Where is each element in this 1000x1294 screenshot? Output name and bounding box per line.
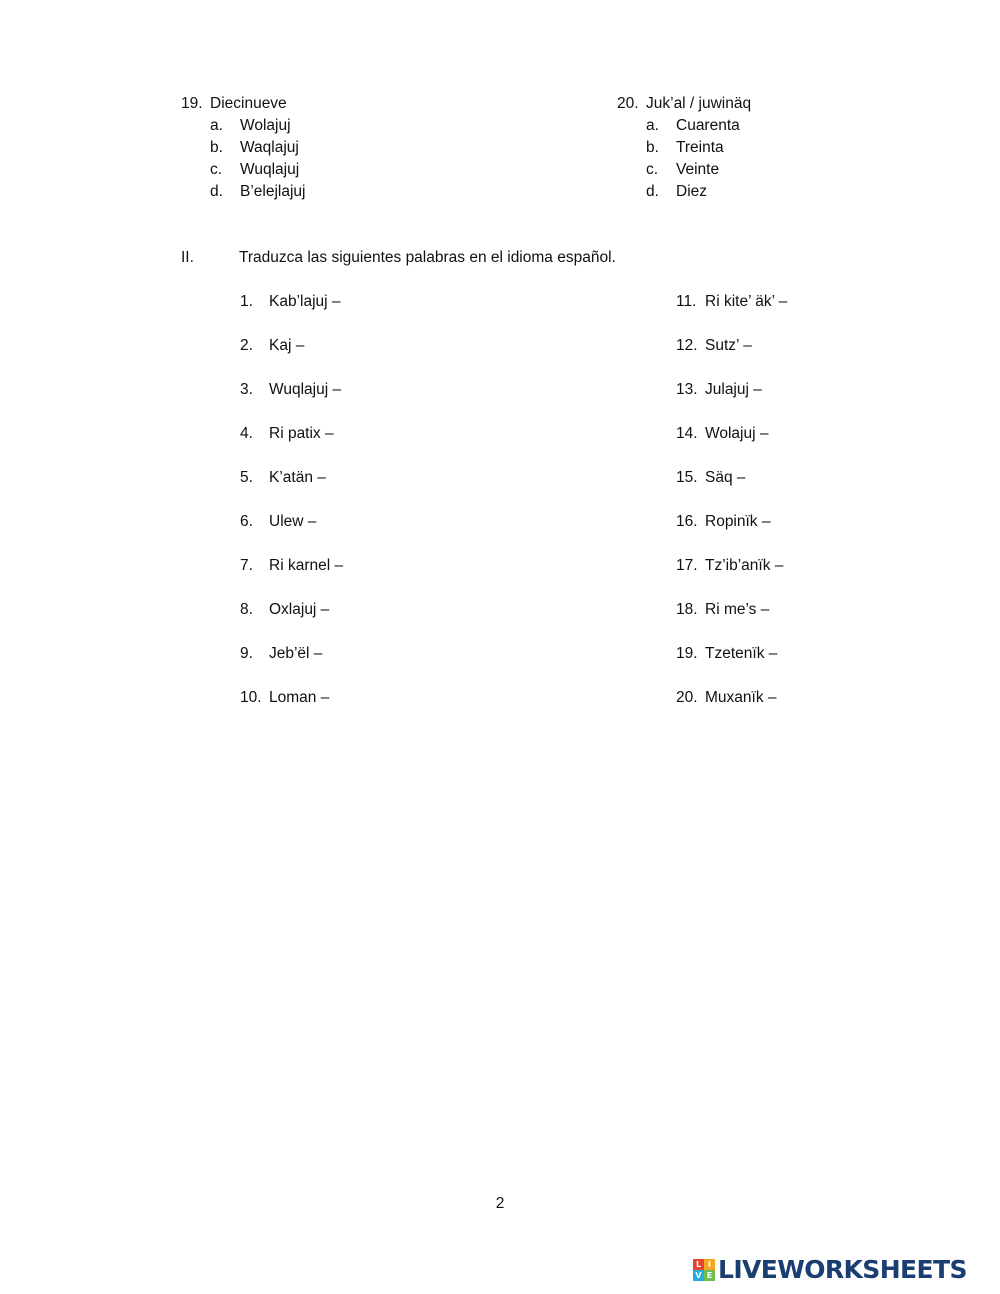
option-letter: c. — [210, 161, 223, 178]
item-word: Ri me’s – — [705, 601, 770, 618]
item-word: Kaj – — [269, 337, 305, 354]
item-number: 19. — [676, 645, 698, 662]
item-word: Ulew – — [269, 513, 317, 530]
option-letter: d. — [210, 183, 223, 200]
live-blocks-icon — [693, 1259, 715, 1281]
item-word: Julajuj – — [705, 381, 762, 398]
item-word: Loman – — [269, 689, 330, 706]
item-word: Säq – — [705, 469, 746, 486]
item-word: Jeb’ël – — [269, 645, 323, 662]
item-word: Ri patix – — [269, 425, 334, 442]
item-number: 7. — [240, 557, 253, 574]
item-word: Tz’ib’anïk – — [705, 557, 784, 574]
option-letter: c. — [646, 161, 659, 178]
option-letter: a. — [210, 117, 223, 134]
option-text: Cuarenta — [676, 117, 740, 134]
option-letter: a. — [646, 117, 659, 134]
item-word: Wuqlajuj – — [269, 381, 342, 398]
option-letter: b. — [210, 139, 223, 156]
question-number: 20. — [617, 95, 639, 112]
option-text: Diez — [676, 183, 708, 200]
option-text: Veinte — [676, 161, 720, 178]
logo-text: LIVEWORKSHEETS — [718, 1255, 967, 1284]
logo-block-i: I — [704, 1259, 715, 1270]
item-word: K’atän – — [269, 469, 326, 486]
item-word: Muxanïk – — [705, 689, 777, 706]
logo-block-l: L — [693, 1259, 704, 1270]
logo-block-v: V — [693, 1270, 704, 1281]
question-text: Diecinueve — [210, 95, 287, 112]
item-number: 6. — [240, 513, 253, 530]
item-number: 13. — [676, 381, 698, 398]
item-number: 12. — [676, 337, 698, 354]
item-number: 9. — [240, 645, 253, 662]
option-letter: d. — [646, 183, 659, 200]
question-number: 19. — [181, 95, 203, 112]
option-text: B’elejlajuj — [240, 183, 306, 200]
item-number: 16. — [676, 513, 698, 530]
item-number: 8. — [240, 601, 253, 618]
liveworksheets-logo[interactable] — [693, 1256, 967, 1284]
item-number: 14. — [676, 425, 698, 442]
item-word: Tzetenïk – — [705, 645, 778, 662]
item-word: Sutz’ – — [705, 337, 752, 354]
option-text: Wolajuj — [240, 117, 291, 134]
item-number: 3. — [240, 381, 253, 398]
item-number: 11. — [676, 293, 697, 310]
item-number: 5. — [240, 469, 253, 486]
option-letter: b. — [646, 139, 659, 156]
item-word: Ri karnel – — [269, 557, 344, 574]
item-word: Oxlajuj – — [269, 601, 330, 618]
item-number: 1. — [240, 293, 253, 310]
item-word: Ri kite’ äk’ – — [705, 293, 788, 310]
question-text: Juk’al / juwinäq — [646, 95, 752, 112]
logo-block-e: E — [704, 1270, 715, 1281]
item-number: 18. — [676, 601, 698, 618]
item-word: Ropinïk – — [705, 513, 771, 530]
item-number: 2. — [240, 337, 253, 354]
item-number: 4. — [240, 425, 253, 442]
item-number: 17. — [676, 557, 698, 574]
item-number: 15. — [676, 469, 698, 486]
item-word: Wolajuj – — [705, 425, 769, 442]
item-number: 20. — [676, 689, 698, 706]
item-word: Kab’lajuj – — [269, 293, 341, 310]
option-text: Waqlajuj — [240, 139, 299, 156]
section-instruction: Traduzca las siguientes palabras en el idioma español. — [239, 249, 616, 266]
option-text: Treinta — [676, 139, 724, 156]
option-text: Wuqlajuj — [240, 161, 300, 178]
section-number: II. — [181, 249, 194, 266]
item-number: 10. — [240, 689, 262, 706]
page-number: 2 — [495, 1195, 505, 1212]
